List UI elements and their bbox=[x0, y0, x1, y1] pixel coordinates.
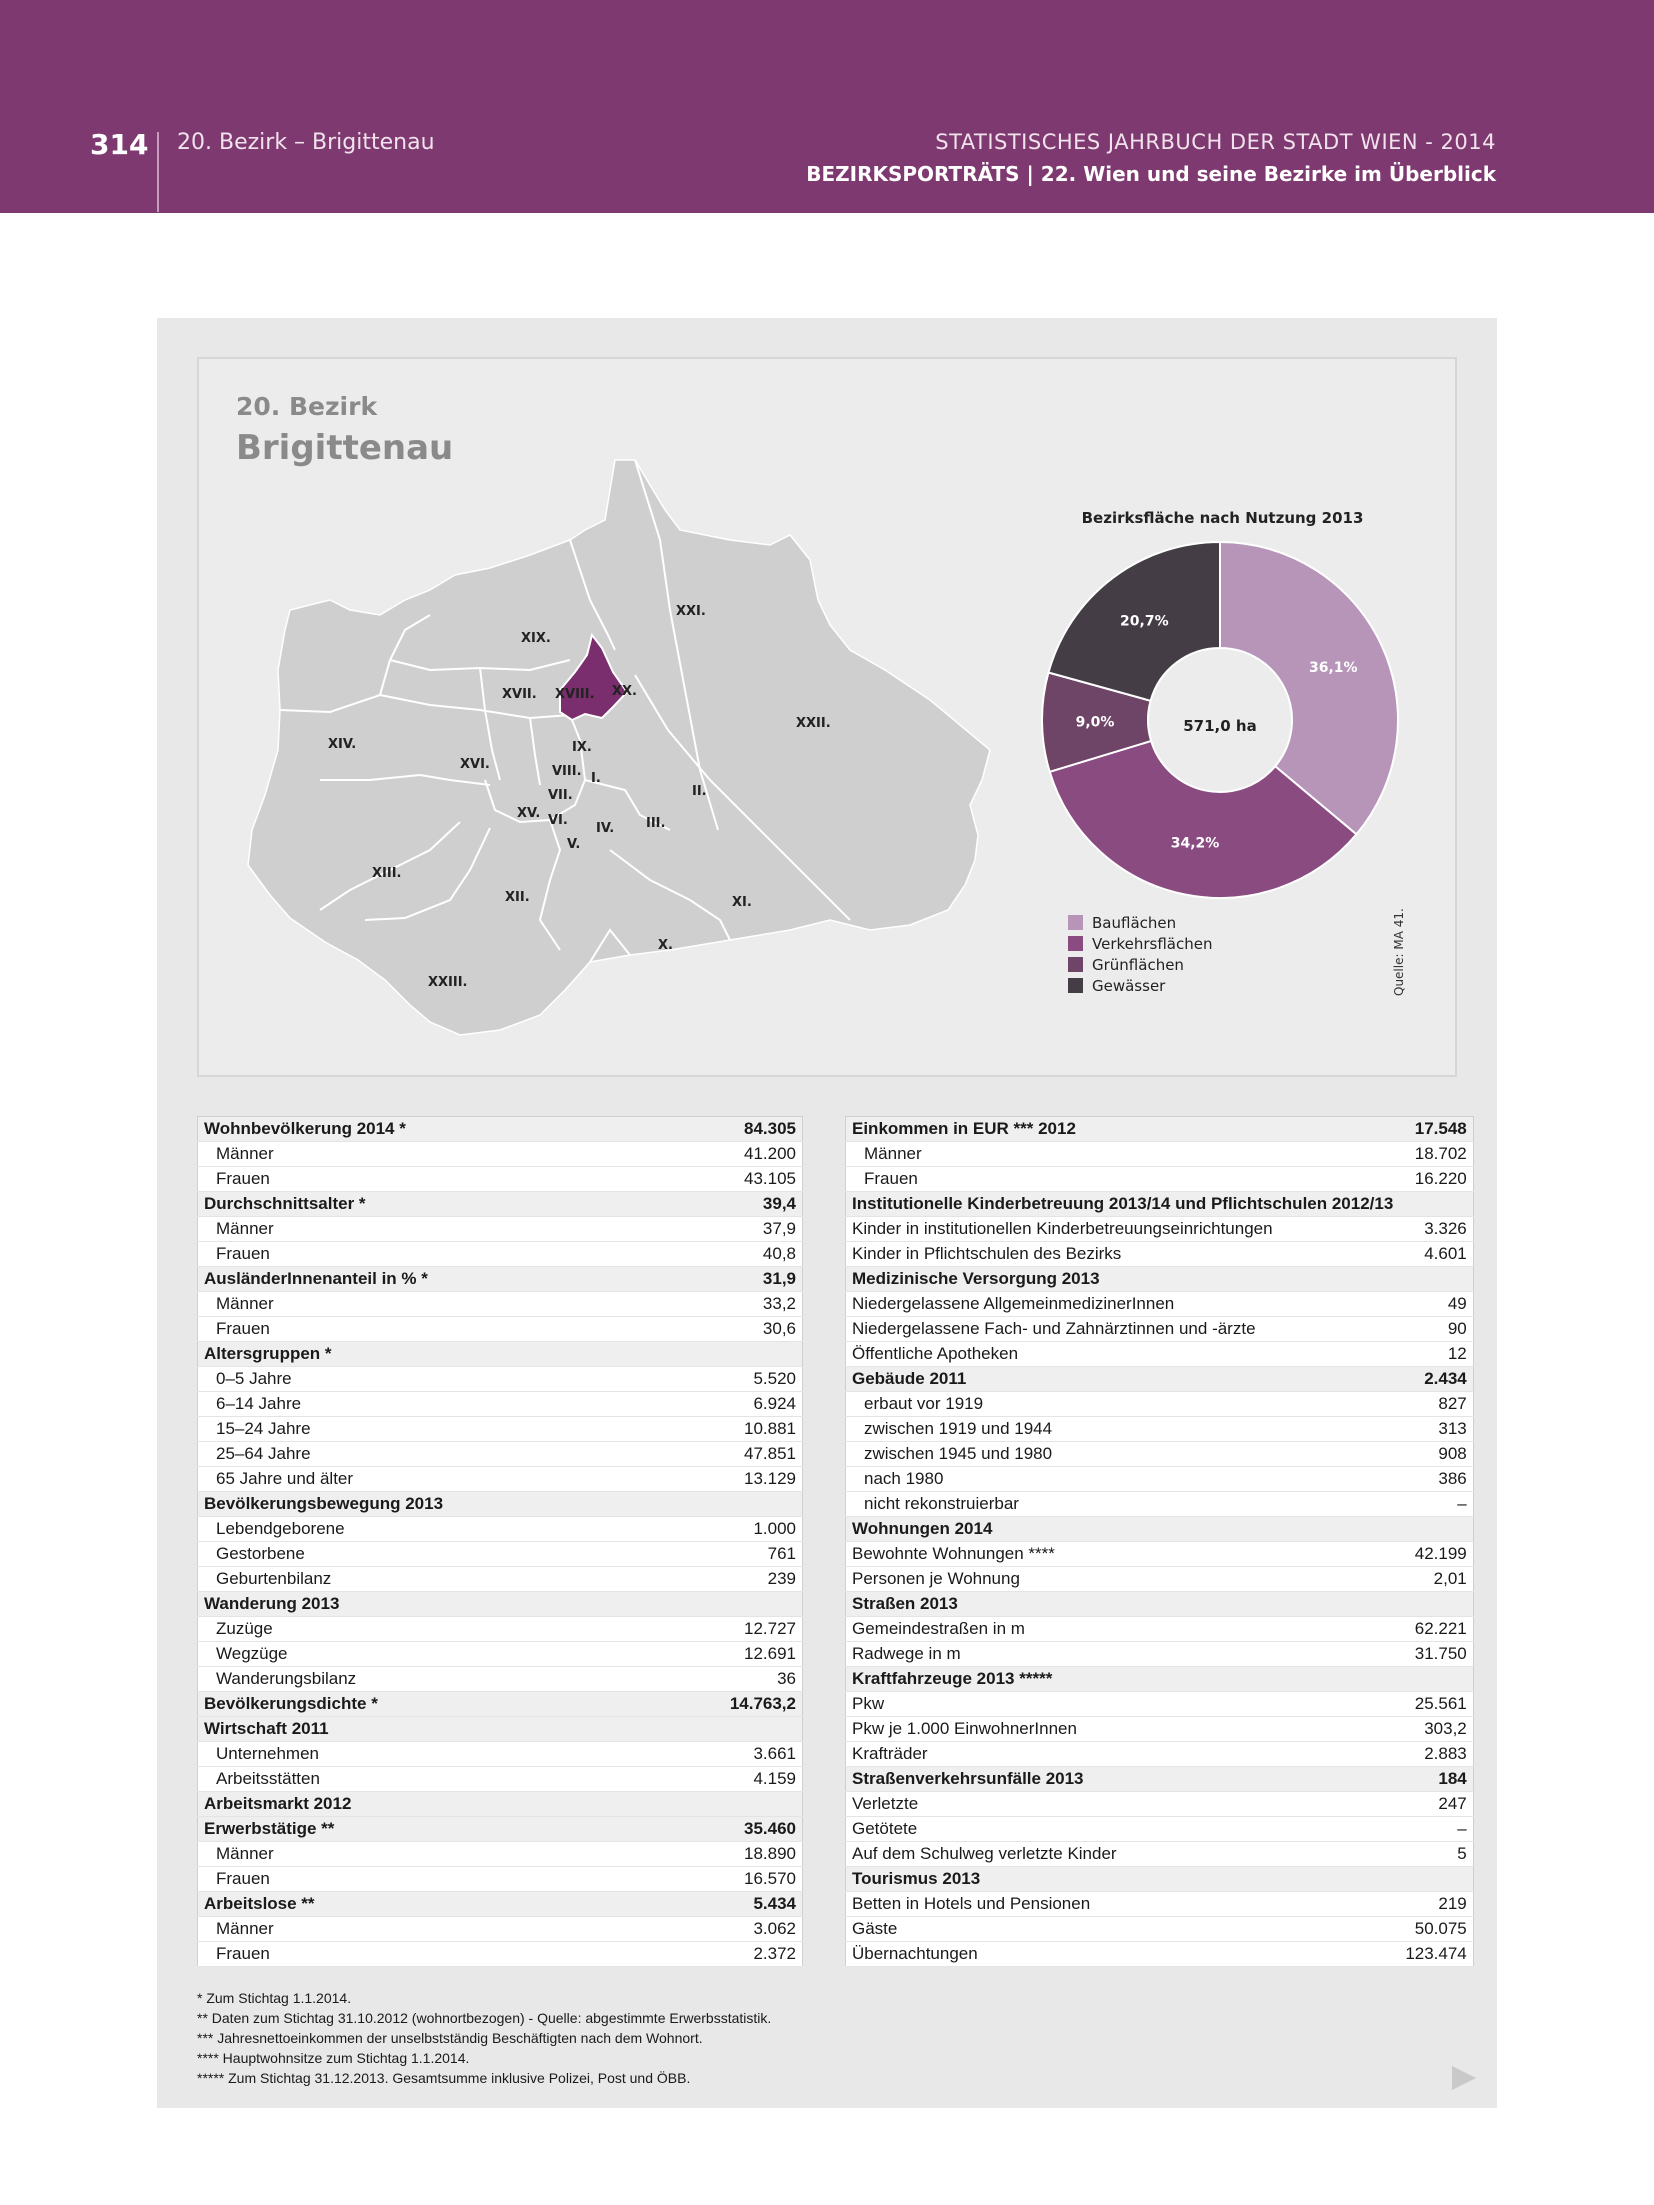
table-row bbox=[198, 1617, 803, 1642]
row-value: 16.570 bbox=[658, 1867, 802, 1892]
footnote: **** Hauptwohnsitze zum Stichtag 1.1.2014. bbox=[197, 2050, 470, 2066]
district-label: XIX. bbox=[521, 631, 551, 646]
row-label: Wirtschaft 2011 bbox=[198, 1717, 659, 1742]
row-value: 4.601 bbox=[1399, 1242, 1473, 1267]
row-label: Arbeitslose ** bbox=[198, 1892, 659, 1917]
row-value: 3.062 bbox=[658, 1917, 802, 1942]
row-label: Wohnbevölkerung 2014 * bbox=[198, 1117, 659, 1142]
district-label: I. bbox=[591, 771, 601, 786]
row-label: zwischen 1919 und 1944 bbox=[846, 1417, 1400, 1442]
table-row bbox=[846, 1467, 1474, 1492]
row-label: Straßen 2013 bbox=[846, 1592, 1400, 1617]
table-row bbox=[198, 1942, 803, 1967]
row-value: 43.105 bbox=[658, 1167, 802, 1192]
row-value: 239 bbox=[658, 1567, 802, 1592]
table-section-row bbox=[846, 1667, 1474, 1692]
row-label: Frauen bbox=[198, 1167, 659, 1192]
row-label: Auf dem Schulweg verletzte Kinder bbox=[846, 1842, 1400, 1867]
district-label: X. bbox=[658, 938, 673, 953]
row-label: Kraftfahrzeuge 2013 ***** bbox=[846, 1667, 1400, 1692]
row-value: 12.691 bbox=[658, 1642, 802, 1667]
row-value: 303,2 bbox=[1399, 1717, 1473, 1742]
row-value: 313 bbox=[1399, 1417, 1473, 1442]
row-value: 12 bbox=[1399, 1342, 1473, 1367]
district-label: VI. bbox=[548, 813, 568, 828]
row-label: 65 Jahre und älter bbox=[198, 1467, 659, 1492]
row-value: 84.305 bbox=[658, 1117, 802, 1142]
row-label: Lebendgeborene bbox=[198, 1517, 659, 1542]
row-label: Frauen bbox=[846, 1167, 1400, 1192]
district-label: III. bbox=[646, 816, 666, 831]
row-label: Niedergelassene Fach- und Zahnärztinnen und -ärzte bbox=[846, 1317, 1400, 1342]
legend-swatch bbox=[1068, 915, 1083, 930]
table-row bbox=[846, 1917, 1474, 1942]
table-row bbox=[198, 1917, 803, 1942]
table-row bbox=[846, 1617, 1474, 1642]
table-row bbox=[846, 1742, 1474, 1767]
row-label: Niedergelassene AllgemeinmedizinerInnen bbox=[846, 1292, 1400, 1317]
table-row bbox=[846, 1392, 1474, 1417]
row-label: Frauen bbox=[198, 1242, 659, 1267]
table-row bbox=[846, 1342, 1474, 1367]
table-row bbox=[198, 1567, 803, 1592]
row-value bbox=[1399, 1192, 1473, 1217]
row-label: 6–14 Jahre bbox=[198, 1392, 659, 1417]
row-label: Durchschnittsalter * bbox=[198, 1192, 659, 1217]
row-value: 4.159 bbox=[658, 1767, 802, 1792]
row-value: 3.326 bbox=[1399, 1217, 1473, 1242]
footnote: *** Jahresnettoeinkommen der unselbstständig Beschäftigten nach dem Wohnort. bbox=[197, 2030, 703, 2046]
row-value: 90 bbox=[1399, 1317, 1473, 1342]
district-label: IV. bbox=[596, 821, 615, 836]
district-number-label: 20. Bezirk bbox=[236, 392, 378, 421]
table-section-row bbox=[198, 1792, 803, 1817]
district-label: II. bbox=[692, 784, 707, 799]
table-section-row bbox=[198, 1267, 803, 1292]
footnote: ** Daten zum Stichtag 31.10.2012 (wohnortbezogen) - Quelle: abgestimmte Erwerbsstatistik. bbox=[197, 2010, 772, 2026]
legend-item bbox=[1068, 912, 1213, 933]
table-row bbox=[846, 1842, 1474, 1867]
table-row bbox=[198, 1867, 803, 1892]
row-label: Gemeindestraßen in m bbox=[846, 1617, 1400, 1642]
table-section-row bbox=[198, 1342, 803, 1367]
table-row bbox=[198, 1242, 803, 1267]
row-value: 827 bbox=[1399, 1392, 1473, 1417]
row-value: 40,8 bbox=[658, 1242, 802, 1267]
header-yearbook-title: STATISTISCHES JAHRBUCH DER STADT WIEN - 2014 bbox=[935, 130, 1496, 154]
district-label: XVIII. bbox=[555, 687, 595, 702]
row-value: 18.890 bbox=[658, 1842, 802, 1867]
row-value bbox=[658, 1342, 802, 1367]
row-label: Getötete bbox=[846, 1817, 1400, 1842]
legend-swatch bbox=[1068, 936, 1083, 951]
table-row bbox=[198, 1542, 803, 1567]
row-label: Unternehmen bbox=[198, 1742, 659, 1767]
row-label: 25–64 Jahre bbox=[198, 1442, 659, 1467]
chart-legend bbox=[1068, 912, 1213, 996]
row-label: Kinder in institutionellen Kinderbetreuungseinrichtungen bbox=[846, 1217, 1400, 1242]
donut-data-label: 36,1% bbox=[1308, 660, 1358, 677]
footnote: * Zum Stichtag 1.1.2014. bbox=[197, 1990, 352, 2006]
row-value: 184 bbox=[1399, 1767, 1473, 1792]
table-row bbox=[198, 1367, 803, 1392]
row-value: 41.200 bbox=[658, 1142, 802, 1167]
row-label: Zuzüge bbox=[198, 1617, 659, 1642]
table-section-row bbox=[198, 1492, 803, 1517]
row-label: Krafträder bbox=[846, 1742, 1400, 1767]
row-value: 123.474 bbox=[1399, 1942, 1473, 1967]
table-row bbox=[198, 1442, 803, 1467]
next-page-arrow-icon[interactable] bbox=[1452, 2066, 1476, 2090]
district-label: XIV. bbox=[328, 737, 357, 752]
table-row bbox=[846, 1317, 1474, 1342]
row-value: 50.075 bbox=[1399, 1917, 1473, 1942]
row-value: 2.883 bbox=[1399, 1742, 1473, 1767]
row-label: Betten in Hotels und Pensionen bbox=[846, 1892, 1400, 1917]
table-row bbox=[846, 1717, 1474, 1742]
legend-label: Bauflächen bbox=[1092, 913, 1177, 932]
row-value: 37,9 bbox=[658, 1217, 802, 1242]
table-row bbox=[198, 1667, 803, 1692]
row-label: Pkw je 1.000 EinwohnerInnen bbox=[846, 1717, 1400, 1742]
row-value: 17.548 bbox=[1399, 1117, 1473, 1142]
infrastructure-statistics-table bbox=[845, 1116, 1474, 1967]
row-value bbox=[658, 1717, 802, 1742]
page-header bbox=[0, 0, 1654, 213]
row-label: Männer bbox=[198, 1917, 659, 1942]
row-value: 31.750 bbox=[1399, 1642, 1473, 1667]
table-row bbox=[198, 1217, 803, 1242]
row-value: 31,9 bbox=[658, 1267, 802, 1292]
row-label: Altersgruppen * bbox=[198, 1342, 659, 1367]
row-value: – bbox=[1399, 1492, 1473, 1517]
row-label: Männer bbox=[198, 1142, 659, 1167]
table-row bbox=[846, 1792, 1474, 1817]
table-row bbox=[198, 1742, 803, 1767]
row-value bbox=[1399, 1867, 1473, 1892]
row-label: Männer bbox=[846, 1142, 1400, 1167]
vienna-district-map bbox=[230, 450, 1000, 1050]
legend-swatch bbox=[1068, 978, 1083, 993]
table-row bbox=[198, 1467, 803, 1492]
row-label: Gebäude 2011 bbox=[846, 1367, 1400, 1392]
row-label: Tourismus 2013 bbox=[846, 1867, 1400, 1892]
row-label: Männer bbox=[198, 1217, 659, 1242]
row-value: 5 bbox=[1399, 1842, 1473, 1867]
table-row bbox=[846, 1167, 1474, 1192]
table-row bbox=[846, 1567, 1474, 1592]
table-section-row bbox=[198, 1117, 803, 1142]
row-label: Gäste bbox=[846, 1917, 1400, 1942]
table-row bbox=[846, 1817, 1474, 1842]
table-section-row bbox=[846, 1767, 1474, 1792]
table-row bbox=[198, 1167, 803, 1192]
table-row bbox=[846, 1217, 1474, 1242]
row-value: 42.199 bbox=[1399, 1542, 1473, 1567]
row-value: 36 bbox=[658, 1667, 802, 1692]
row-label: Arbeitsmarkt 2012 bbox=[198, 1792, 659, 1817]
row-value: 5.434 bbox=[658, 1892, 802, 1917]
row-label: Wanderung 2013 bbox=[198, 1592, 659, 1617]
donut-data-label: 9,0% bbox=[1075, 714, 1115, 731]
row-label: AusländerInnenanteil in % * bbox=[198, 1267, 659, 1292]
table-row bbox=[198, 1392, 803, 1417]
row-label: Übernachtungen bbox=[846, 1942, 1400, 1967]
legend-item bbox=[1068, 954, 1213, 975]
table-section-row bbox=[846, 1592, 1474, 1617]
row-label: Frauen bbox=[198, 1317, 659, 1342]
row-label: Bevölkerungsbewegung 2013 bbox=[198, 1492, 659, 1517]
district-label: XX. bbox=[612, 684, 637, 699]
legend-label: Verkehrsflächen bbox=[1092, 934, 1213, 953]
row-label: 15–24 Jahre bbox=[198, 1417, 659, 1442]
table-row bbox=[198, 1417, 803, 1442]
row-label: Männer bbox=[198, 1842, 659, 1867]
header-divider bbox=[157, 132, 159, 212]
row-label: Kinder in Pflichtschulen des Bezirks bbox=[846, 1242, 1400, 1267]
row-value: 47.851 bbox=[658, 1442, 802, 1467]
legend-label: Grünflächen bbox=[1092, 955, 1184, 974]
row-value: 39,4 bbox=[658, 1192, 802, 1217]
row-label: Wanderungsbilanz bbox=[198, 1667, 659, 1692]
row-value bbox=[1399, 1267, 1473, 1292]
table-section-row bbox=[198, 1817, 803, 1842]
row-label: Erwerbstätige ** bbox=[198, 1817, 659, 1842]
row-label: Arbeitsstätten bbox=[198, 1767, 659, 1792]
table-row bbox=[198, 1517, 803, 1542]
row-value: 761 bbox=[658, 1542, 802, 1567]
table-section-row bbox=[846, 1192, 1474, 1217]
row-label: Einkommen in EUR *** 2012 bbox=[846, 1117, 1400, 1142]
district-label: XXI. bbox=[676, 604, 706, 619]
row-label: zwischen 1945 und 1980 bbox=[846, 1442, 1400, 1467]
row-value: 2.372 bbox=[658, 1942, 802, 1967]
row-value: 6.924 bbox=[658, 1392, 802, 1417]
table-row bbox=[846, 1542, 1474, 1567]
legend-item bbox=[1068, 933, 1213, 954]
table-row bbox=[846, 1417, 1474, 1442]
row-value bbox=[1399, 1517, 1473, 1542]
table-section-row bbox=[198, 1192, 803, 1217]
row-label: Medizinische Versorgung 2013 bbox=[846, 1267, 1400, 1292]
row-label: Straßenverkehrsunfälle 2013 bbox=[846, 1767, 1400, 1792]
chart-title: Bezirksfläche nach Nutzung 2013 bbox=[1081, 509, 1364, 527]
row-value: 3.661 bbox=[658, 1742, 802, 1767]
table-section-row bbox=[846, 1267, 1474, 1292]
row-value: 908 bbox=[1399, 1442, 1473, 1467]
row-label: Bewohnte Wohnungen **** bbox=[846, 1542, 1400, 1567]
row-label: erbaut vor 1919 bbox=[846, 1392, 1400, 1417]
row-label: Öffentliche Apotheken bbox=[846, 1342, 1400, 1367]
table-row bbox=[198, 1642, 803, 1667]
row-value: 35.460 bbox=[658, 1817, 802, 1842]
table-section-row bbox=[198, 1717, 803, 1742]
header-district: 20. Bezirk – Brigittenau bbox=[177, 130, 435, 155]
row-value bbox=[658, 1592, 802, 1617]
row-label: Männer bbox=[198, 1292, 659, 1317]
row-label: Radwege in m bbox=[846, 1642, 1400, 1667]
table-row bbox=[846, 1642, 1474, 1667]
row-label: Verletzte bbox=[846, 1792, 1400, 1817]
row-label: nicht rekonstruierbar bbox=[846, 1492, 1400, 1517]
legend-swatch bbox=[1068, 957, 1083, 972]
table-row bbox=[846, 1442, 1474, 1467]
table-row bbox=[198, 1142, 803, 1167]
table-row bbox=[198, 1292, 803, 1317]
row-label: Gestorbene bbox=[198, 1542, 659, 1567]
row-label: nach 1980 bbox=[846, 1467, 1400, 1492]
district-label: VIII. bbox=[552, 764, 582, 779]
table-section-row bbox=[846, 1367, 1474, 1392]
district-label: XII. bbox=[505, 890, 530, 905]
district-label: XXII. bbox=[796, 716, 831, 731]
chart-center-total: 571,0 ha bbox=[1183, 717, 1257, 735]
footnotes bbox=[197, 1988, 771, 2088]
district-name: Brigittenau bbox=[236, 428, 454, 468]
row-label: Personen je Wohnung bbox=[846, 1567, 1400, 1592]
district-label: V. bbox=[567, 837, 581, 852]
row-value: 13.129 bbox=[658, 1467, 802, 1492]
row-value: 5.520 bbox=[658, 1367, 802, 1392]
district-label: XIII. bbox=[372, 866, 402, 881]
row-label: Institutionelle Kinderbetreuung 2013/14 und Pflichtschulen 2012/13 bbox=[846, 1192, 1400, 1217]
district-label: XVII. bbox=[502, 687, 537, 702]
footnote: ***** Zum Stichtag 31.12.2013. Gesamtsumme inklusive Polizei, Post und ÖBB. bbox=[197, 2070, 691, 2086]
row-value: 2,01 bbox=[1399, 1567, 1473, 1592]
row-label: Wohnungen 2014 bbox=[846, 1517, 1400, 1542]
row-label: Pkw bbox=[846, 1692, 1400, 1717]
row-label: Bevölkerungsdichte * bbox=[198, 1692, 659, 1717]
donut-data-label: 20,7% bbox=[1120, 613, 1169, 630]
table-row bbox=[198, 1317, 803, 1342]
district-label: XXIII. bbox=[428, 975, 468, 990]
table-row bbox=[846, 1692, 1474, 1717]
row-value: 30,6 bbox=[658, 1317, 802, 1342]
row-value: 49 bbox=[1399, 1292, 1473, 1317]
district-label: XI. bbox=[732, 895, 752, 910]
legend-item bbox=[1068, 975, 1213, 996]
row-value: 18.702 bbox=[1399, 1142, 1473, 1167]
table-row bbox=[846, 1242, 1474, 1267]
row-label: Frauen bbox=[198, 1867, 659, 1892]
district-label: XV. bbox=[517, 806, 541, 821]
table-row bbox=[198, 1842, 803, 1867]
population-statistics-table bbox=[197, 1116, 803, 1967]
header-chapter: BEZIRKSPORTRÄTS | 22. Wien und seine Bezirke im Überblick bbox=[806, 162, 1496, 186]
city-outline bbox=[248, 460, 990, 1035]
land-use-donut-chart bbox=[1040, 540, 1400, 910]
table-section-row bbox=[198, 1892, 803, 1917]
legend-label: Gewässer bbox=[1092, 976, 1166, 995]
table-row bbox=[198, 1767, 803, 1792]
table-row bbox=[846, 1942, 1474, 1967]
row-value bbox=[658, 1492, 802, 1517]
row-value: 219 bbox=[1399, 1892, 1473, 1917]
row-label: Wegzüge bbox=[198, 1642, 659, 1667]
district-label: IX. bbox=[572, 740, 592, 755]
row-value bbox=[1399, 1592, 1473, 1617]
donut-data-label: 34,2% bbox=[1170, 835, 1220, 852]
row-value: 10.881 bbox=[658, 1417, 802, 1442]
table-section-row bbox=[198, 1592, 803, 1617]
table-section-row bbox=[846, 1517, 1474, 1542]
table-section-row bbox=[198, 1692, 803, 1717]
district-label: VII. bbox=[548, 788, 573, 803]
row-value: 247 bbox=[1399, 1792, 1473, 1817]
row-value: 25.561 bbox=[1399, 1692, 1473, 1717]
row-value bbox=[658, 1792, 802, 1817]
chart-source: Quelle: MA 41. bbox=[1392, 908, 1406, 996]
row-value: 12.727 bbox=[658, 1617, 802, 1642]
page-number: 314 bbox=[90, 128, 149, 161]
row-value: 14.763,2 bbox=[658, 1692, 802, 1717]
table-row bbox=[846, 1892, 1474, 1917]
row-value: 62.221 bbox=[1399, 1617, 1473, 1642]
table-row bbox=[846, 1292, 1474, 1317]
table-section-row bbox=[846, 1117, 1474, 1142]
row-label: Frauen bbox=[198, 1942, 659, 1967]
row-value bbox=[1399, 1667, 1473, 1692]
row-value: 16.220 bbox=[1399, 1167, 1473, 1192]
district-label: XVI. bbox=[460, 757, 490, 772]
row-label: 0–5 Jahre bbox=[198, 1367, 659, 1392]
row-value: 2.434 bbox=[1399, 1367, 1473, 1392]
table-row bbox=[846, 1492, 1474, 1517]
row-value: 33,2 bbox=[658, 1292, 802, 1317]
vienna-outline-shape bbox=[248, 460, 990, 1035]
table-row bbox=[846, 1142, 1474, 1167]
table-section-row bbox=[846, 1867, 1474, 1892]
row-value: – bbox=[1399, 1817, 1473, 1842]
row-label: Geburtenbilanz bbox=[198, 1567, 659, 1592]
row-value: 1.000 bbox=[658, 1517, 802, 1542]
row-value: 386 bbox=[1399, 1467, 1473, 1492]
